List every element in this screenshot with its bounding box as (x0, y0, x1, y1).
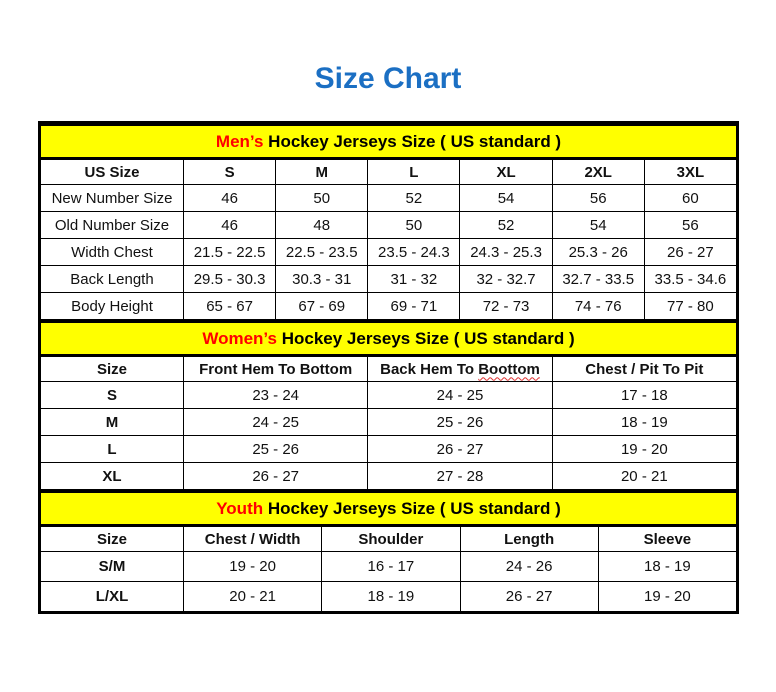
table-cell: 67 - 69 (276, 293, 368, 320)
table-cell: 27 - 28 (368, 463, 552, 490)
youth-band-highlight: Youth (216, 498, 264, 518)
table-cell: 26 - 27 (368, 436, 552, 463)
table-cell: 50 (368, 212, 460, 239)
column-header: Size (41, 526, 184, 552)
table-cell: 60 (644, 185, 736, 212)
column-header: Chest / Width (184, 526, 322, 552)
table-cell: 69 - 71 (368, 293, 460, 320)
table-cell: 46 (184, 185, 276, 212)
row-label: Body Height (41, 293, 184, 320)
table-cell: 18 - 19 (598, 552, 736, 582)
column-header: 3XL (644, 159, 736, 185)
column-header: XL (460, 159, 552, 185)
row-label: Width Chest (41, 239, 184, 266)
table-cell: 20 - 21 (184, 582, 322, 612)
column-header: M (276, 159, 368, 185)
row-label: Old Number Size (41, 212, 184, 239)
table-cell: 52 (368, 185, 460, 212)
table-cell: 72 - 73 (460, 293, 552, 320)
table-cell: 23 - 24 (184, 382, 368, 409)
table-cell: 26 - 27 (460, 582, 598, 612)
table-row (41, 382, 737, 409)
table-cell: 18 - 19 (322, 582, 460, 612)
row-label: New Number Size (41, 185, 184, 212)
table-cell: 74 - 76 (552, 293, 644, 320)
table-row (41, 185, 737, 212)
table-cell: 26 - 27 (184, 463, 368, 490)
table-cell: 52 (460, 212, 552, 239)
table-row (41, 212, 737, 239)
table-cell: 25.3 - 26 (552, 239, 644, 266)
table-row (41, 582, 737, 612)
column-header: Chest / Pit To Pit (552, 356, 736, 382)
table-cell: 46 (184, 212, 276, 239)
table-row (41, 293, 737, 320)
table-cell: 77 - 80 (644, 293, 736, 320)
column-header (368, 356, 552, 382)
youth-header-row (41, 526, 737, 552)
table-cell: 16 - 17 (322, 552, 460, 582)
youth-band-title (41, 492, 737, 526)
table-cell: 19 - 20 (598, 582, 736, 612)
mens-band-rest: Hockey Jerseys Size ( US standard ) (263, 131, 562, 151)
table-cell: 32.7 - 33.5 (552, 266, 644, 293)
row-label: S/M (41, 552, 184, 582)
mens-size-table (40, 123, 737, 320)
table-cell: 21.5 - 22.5 (184, 239, 276, 266)
table-cell: 24 - 25 (368, 382, 552, 409)
table-cell: 22.5 - 23.5 (276, 239, 368, 266)
column-header: Length (460, 526, 598, 552)
row-label: Back Length (41, 266, 184, 293)
table-cell: 18 - 19 (552, 409, 736, 436)
column-header: US Size (41, 159, 184, 185)
column-header-text: Back Hem To (380, 360, 479, 378)
womens-header-row (41, 356, 737, 382)
table-cell: 54 (552, 212, 644, 239)
table-cell: 24 - 26 (460, 552, 598, 582)
youth-band-row (41, 492, 737, 526)
misspelled-word: Boottom (478, 360, 540, 378)
mens-band-title (41, 125, 737, 159)
table-cell: 30.3 - 31 (276, 266, 368, 293)
table-cell: 54 (460, 185, 552, 212)
womens-band-row (41, 322, 737, 356)
row-label: S (41, 382, 184, 409)
table-cell: 20 - 21 (552, 463, 736, 490)
table-row (41, 463, 737, 490)
table-cell: 48 (276, 212, 368, 239)
table-cell: 65 - 67 (184, 293, 276, 320)
column-header: S (184, 159, 276, 185)
column-header: Shoulder (322, 526, 460, 552)
womens-size-table (40, 320, 737, 490)
column-header: 2XL (552, 159, 644, 185)
table-cell: 50 (276, 185, 368, 212)
row-label: XL (41, 463, 184, 490)
mens-band-row (41, 125, 737, 159)
womens-band-title (41, 322, 737, 356)
table-cell: 19 - 20 (184, 552, 322, 582)
table-row (41, 409, 737, 436)
table-cell: 26 - 27 (644, 239, 736, 266)
table-cell: 56 (552, 185, 644, 212)
table-cell: 32 - 32.7 (460, 266, 552, 293)
table-cell: 24.3 - 25.3 (460, 239, 552, 266)
page-title: Size Chart (314, 62, 462, 95)
womens-band-highlight: Women’s (202, 328, 277, 348)
table-cell: 17 - 18 (552, 382, 736, 409)
table-cell: 25 - 26 (184, 436, 368, 463)
row-label: L (41, 436, 184, 463)
size-tables-container (38, 121, 739, 614)
column-header: Size (41, 356, 184, 382)
table-cell: 23.5 - 24.3 (368, 239, 460, 266)
womens-band-rest: Hockey Jerseys Size ( US standard ) (276, 328, 575, 348)
column-header: L (368, 159, 460, 185)
table-cell: 19 - 20 (552, 436, 736, 463)
youth-band-rest: Hockey Jerseys Size ( US standard ) (263, 498, 561, 518)
row-label: L/XL (41, 582, 184, 612)
row-label: M (41, 409, 184, 436)
table-cell: 29.5 - 30.3 (184, 266, 276, 293)
table-row (41, 552, 737, 582)
table-cell: 24 - 25 (184, 409, 368, 436)
table-cell: 33.5 - 34.6 (644, 266, 736, 293)
table-row (41, 436, 737, 463)
youth-size-table (40, 490, 737, 612)
table-cell: 25 - 26 (368, 409, 552, 436)
table-row (41, 266, 737, 293)
column-header: Front Hem To Bottom (184, 356, 368, 382)
mens-header-row (41, 159, 737, 185)
column-header: Sleeve (598, 526, 736, 552)
table-row (41, 239, 737, 266)
table-cell: 31 - 32 (368, 266, 460, 293)
mens-band-highlight: Men’s (215, 131, 264, 151)
table-cell: 56 (644, 212, 736, 239)
